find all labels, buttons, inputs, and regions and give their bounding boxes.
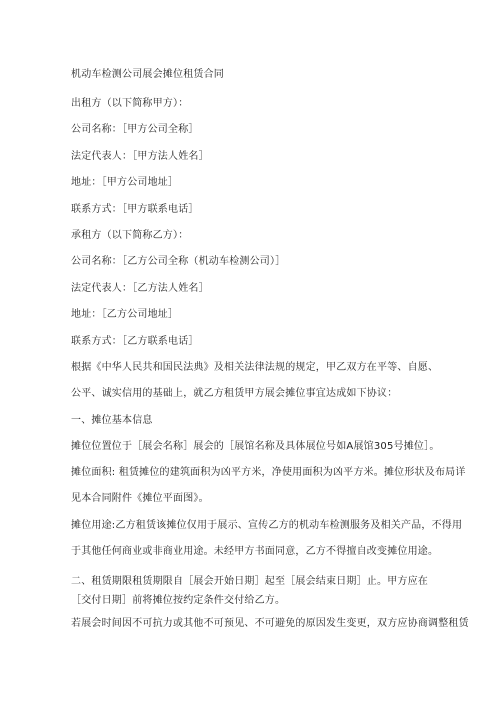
lessee-address: 地址：［乙方公司地址］: [71, 309, 179, 320]
section1-area-line-1: 摊位面积: 租赁摊位的建筑面积为凶平方米，净使用面积为凶平方米。摊位形状及布局详: [71, 467, 466, 478]
section1-location: 摊位位置位于［展会名称］展会的［展馆名称及具体展位号如A展馆305号摊位］。: [71, 441, 440, 452]
section3-partial-line: 若展会时间因不可抗力或其他不可预见、不可避免的原因发生变更，双方应协商调整租赁: [71, 618, 469, 629]
lessor-contact: 联系方式：［甲方联系电话］: [71, 204, 199, 215]
preamble-line-2: 公平、诚实信用的基础上，就乙方租赁甲方展会摊位事宜达成如下协议：: [71, 388, 398, 399]
lessee-heading: 承租方（以下简称乙方）：: [71, 230, 189, 241]
lessor-address: 地址：［甲方公司地址］: [71, 177, 179, 188]
section1-use-line-1: 摊位用途:乙方租赁该摊位仅用于展示、宣传乙方的机动车检测服务及相关产品，不得用: [71, 520, 463, 531]
preamble-line-1: 根据《中华人民共和国民法典》及相关法律法规的规定，甲乙双方在平等、自愿、: [71, 362, 439, 373]
section1-use-line-2: 于其他任何商业或非商业用途。未经甲方书面同意，乙方不得擅自改变摊位用途。: [71, 546, 439, 557]
lessee-contact: 联系方式：［乙方联系电话］: [71, 336, 199, 347]
section2-paragraph: 二、租赁期限租赁期限自［展会开始日期］起至［展会结束日期］止。甲方应在［交付日期］前将摊位按约定条件交付给乙方。: [71, 576, 428, 606]
lessee-representative: 法定代表人：［乙方法人姓名］: [71, 283, 209, 294]
lessor-company: 公司名称：［甲方公司全称］: [71, 124, 199, 135]
section1-area-line-2: 见本合同附件《摊位平面图》。: [71, 493, 209, 504]
lessor-heading: 出租方（以下简称甲方）：: [71, 98, 189, 109]
lessor-representative: 法定代表人：［甲方法人姓名］: [71, 151, 209, 162]
contract-title: 机动车检测公司展会摊位租赁合同: [71, 69, 224, 80]
lessee-company: 公司名称：［乙方公司全称（机动车检测公司）］: [71, 256, 286, 267]
section1-heading: 一、摊位基本信息: [71, 415, 153, 426]
